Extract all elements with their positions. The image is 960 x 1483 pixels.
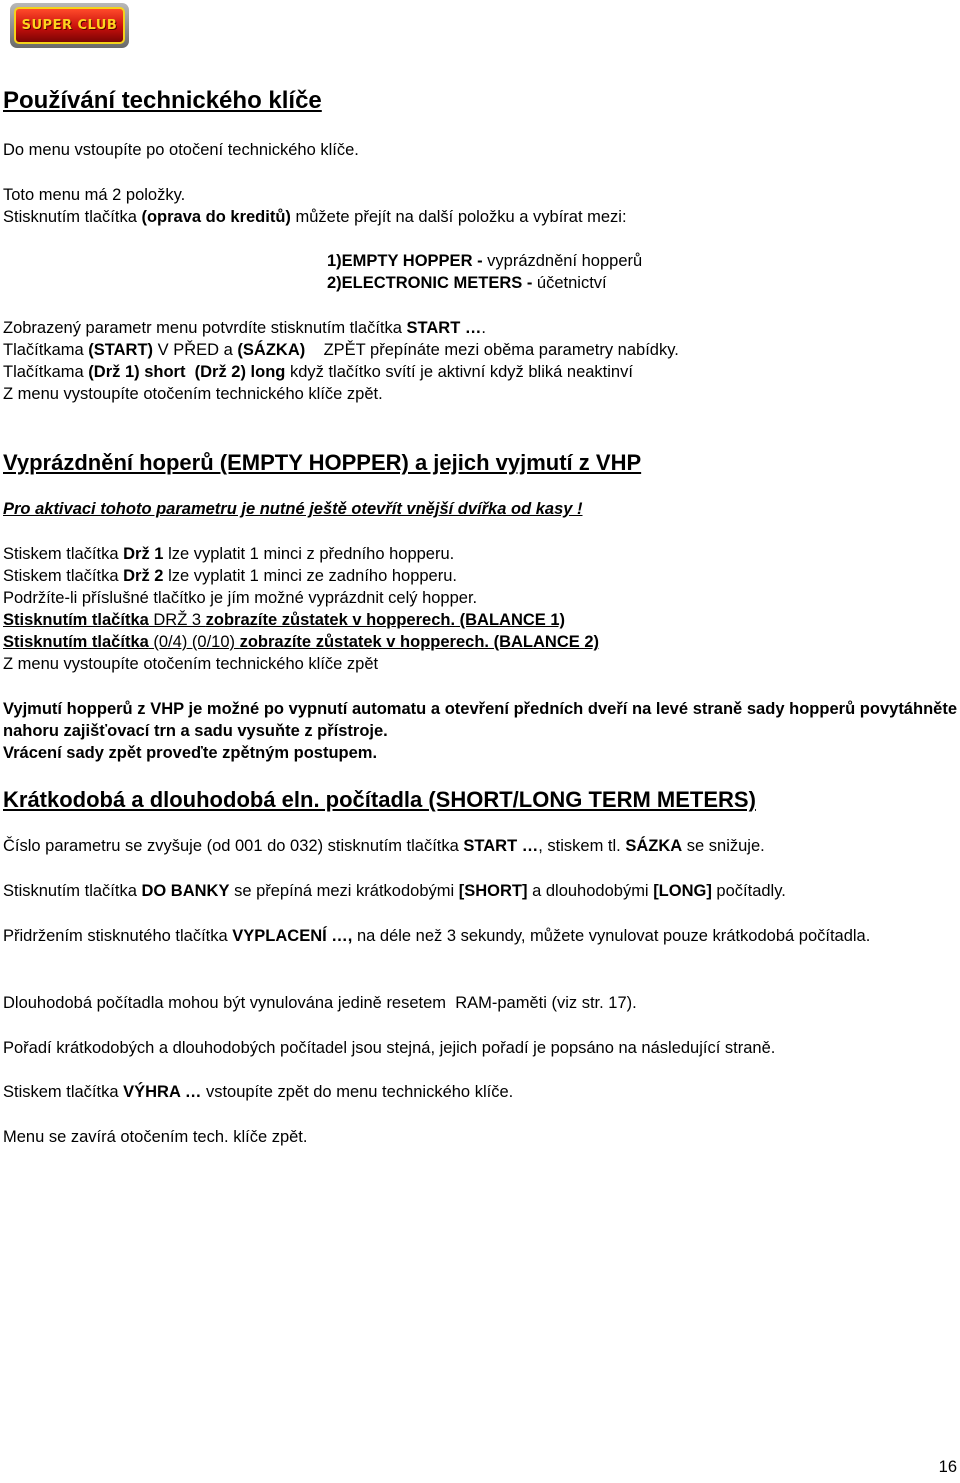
- p6-a: Stiskem tlačítka: [3, 1083, 124, 1101]
- switch-c: V PŘED a: [153, 341, 238, 359]
- item2-bold: 2)ELECTRONIC METERS -: [327, 274, 533, 292]
- hold-e: když tlačítko svítí je aktivní když bliká neaktinví: [285, 363, 633, 381]
- section1-confirm: [3, 317, 486, 339]
- item2-text: účetnictví: [532, 274, 607, 292]
- section2-line1: [3, 543, 454, 565]
- nav-bold: (oprava do kreditů): [141, 208, 291, 226]
- l4-d: (BALANCE 1): [455, 611, 566, 629]
- menu-item-electronic-meters: [3, 272, 607, 294]
- hold-c: [185, 363, 194, 381]
- p2-b: DO BANKY: [141, 882, 230, 900]
- l1-b: Drž 1: [123, 545, 164, 563]
- l2-b: Drž 2: [123, 567, 164, 585]
- section2-line6: Z menu vystoupíte otočením technického klíče zpět: [3, 655, 379, 673]
- section2-removal: Vyjmutí hopperů z VHP je možné po vypnutí automatu a otevření předních dveří na levé straně sady hopperů povytáhněte nahoru zajišťovací trn a sadu vysuňte z přístroje.: [3, 700, 957, 740]
- nav-post: můžete přejít na další položku a vybírat mezi:: [290, 208, 627, 226]
- hold-a: Tlačítkama: [3, 363, 89, 381]
- section3-p5: Pořadí krátkodobých a dlouhodobých počítadel jsou stejná, jejich pořadí je popsáno na následující straně.: [3, 1039, 776, 1057]
- switch-e: ZPĚT přepínáte mezi oběma parametry nabídky.: [305, 341, 679, 359]
- l5-b: (0/4) (0/10): [148, 633, 240, 651]
- l1-a: Stiskem tlačítka: [3, 545, 124, 563]
- nav-pre: Stisknutím tlačítka: [3, 208, 142, 226]
- p6-b: VÝHRA …: [123, 1083, 202, 1101]
- section1-intro: Do menu vstoupíte po otočení technického klíče.: [3, 141, 359, 159]
- section3-title: Krátkodobá a dlouhodobá eln. počítadla (SHORT/LONG TERM METERS): [3, 787, 756, 812]
- p2-f: [LONG]: [653, 882, 712, 900]
- p2-a: Stisknutím tlačítka: [3, 882, 142, 900]
- section1-exit: Z menu vystoupíte otočením technického klíče zpět.: [3, 385, 383, 403]
- p3-c: na déle než 3 sekundy, můžete vynulovat pouze krátkodobá počítadla.: [352, 927, 871, 945]
- l5-a: Stisknutím tlačítka: [3, 633, 149, 651]
- section3-p3: [3, 925, 933, 947]
- section3-p2: [3, 880, 786, 902]
- l2-c: lze vyplatit 1 minci ze zadního hopperu.: [163, 567, 457, 585]
- item1-bold: 1)EMPTY HOPPER -: [327, 252, 483, 270]
- section2-line4: [3, 609, 565, 631]
- menu-item-empty-hopper: [3, 250, 642, 272]
- hold-b: (Drž 1) short: [88, 363, 186, 381]
- section1-hold: [3, 361, 633, 383]
- switch-b: (START): [88, 341, 154, 359]
- p2-e: a dlouhodobými: [527, 882, 654, 900]
- l4-a: Stisknutím tlačítka: [3, 611, 149, 629]
- section1-title: Používání technického klíče: [3, 87, 322, 114]
- confirm-bold: START …: [406, 319, 482, 337]
- l1-c: lze vyplatit 1 minci z předního hopperu.: [163, 545, 455, 563]
- section3-p6: [3, 1081, 513, 1103]
- section2-title: Vyprázdnění hoperů (EMPTY HOPPER) a jejich vyjmutí z VHP: [3, 450, 642, 475]
- section2-notice: Pro aktivaci tohoto parametru je nutné ještě otevřít vnější dvířka od kasy !: [3, 500, 583, 518]
- l4-c: zobrazíte zůstatek v hopperech.: [205, 611, 456, 629]
- page-number: 16: [938, 1458, 957, 1476]
- p1-d: SÁZKA: [625, 837, 683, 855]
- p2-g: počítadly.: [711, 882, 786, 900]
- section3-p7: Menu se zavírá otočením tech. klíče zpět.: [3, 1128, 308, 1146]
- item1-text: vyprázdnění hopperů: [482, 252, 643, 270]
- confirm-post: .: [481, 319, 486, 337]
- p2-c: se přepíná mezi krátkodobými: [229, 882, 459, 900]
- section1-items-count: Toto menu má 2 položky.: [3, 186, 186, 204]
- section2-return: Vrácení sady zpět proveďte zpětným postupem.: [3, 744, 378, 762]
- p3-b: VYPLACENÍ …,: [232, 927, 353, 945]
- section1-switch: [3, 339, 679, 361]
- switch-a: Tlačítkama: [3, 341, 89, 359]
- switch-d: (SÁZKA): [237, 341, 306, 359]
- l5-d: (BALANCE 2): [489, 633, 599, 651]
- hold-d: (Drž 2) long: [194, 363, 286, 381]
- l4-b: DRŽ 3: [148, 611, 206, 629]
- section1-nav: [3, 206, 627, 228]
- p3-a: Přidržením stisknutého tlačítka: [3, 927, 233, 945]
- p1-a: Číslo parametru se zvyšuje (od 001 do 032) stisknutím tlačítka: [3, 837, 464, 855]
- logo-text: SUPER CLUB: [21, 18, 118, 33]
- section3-p4: Dlouhodobá počítadla mohou být vynulována jedině resetem RAM-paměti (viz str. 17).: [3, 994, 637, 1012]
- p1-c: , stiskem tl.: [538, 837, 626, 855]
- p1-b: START …: [463, 837, 539, 855]
- section2-line3: Podržíte-li příslušné tlačítko je jím možné vyprázdnit celý hopper.: [3, 589, 478, 607]
- section2-line2: [3, 565, 457, 587]
- section2-line5: [3, 631, 599, 653]
- p6-c: vstoupíte zpět do menu technického klíče.: [201, 1083, 514, 1101]
- confirm-pre: Zobrazený parametr menu potvrdíte stisknutím tlačítka: [3, 319, 407, 337]
- logo-badge: [14, 7, 125, 44]
- p1-e: se snižuje.: [682, 837, 765, 855]
- section3-p1: [3, 835, 765, 857]
- l2-a: Stiskem tlačítka: [3, 567, 124, 585]
- l5-c: zobrazíte zůstatek v hopperech.: [239, 633, 489, 651]
- p2-d: [SHORT]: [458, 882, 528, 900]
- super-club-logo: [10, 3, 129, 48]
